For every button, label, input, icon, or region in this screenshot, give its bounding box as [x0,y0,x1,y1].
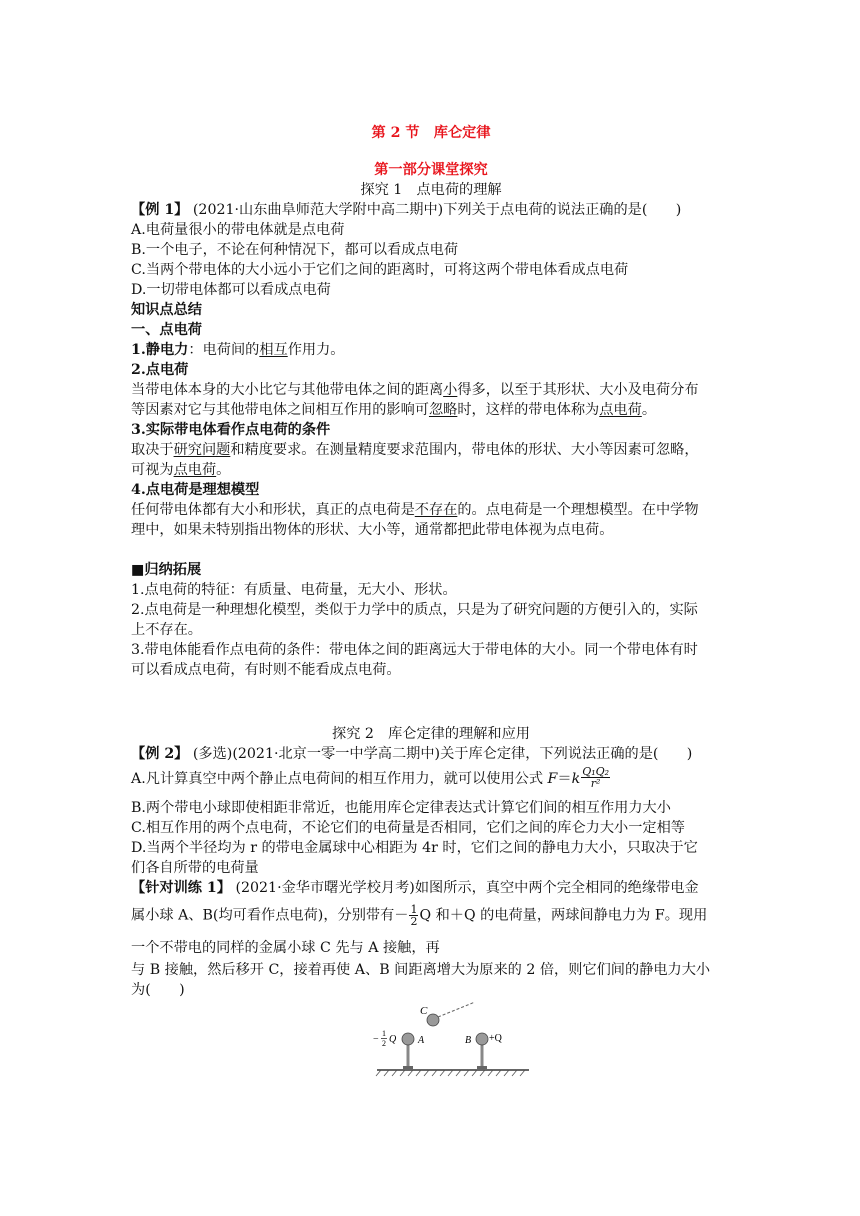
point4-label: 4.点电荷是理想模型 [131,482,260,498]
charge-a-minus: − [373,1034,379,1045]
charge-a-q: Q [389,1034,397,1045]
point-heading: 一、点电荷 [131,322,202,338]
point4-line1-underlined: 不存在 [414,502,458,518]
sphere-a [402,1033,414,1045]
point3-line1-text-end: 和精度要求。在测量精度要求范围内，带电体的形状、大小等因素可忽略， [230,442,699,458]
point2-line1-text: 当带电体本身的大小比它与其他带电体之间的距离 [131,382,444,398]
example2-text: (多选)(2021·北京一零一中学高二期中)关于库仑定律，下列说法正确的是( ) [188,746,693,762]
point1-text-end: 作用力。 [287,342,345,358]
label-c: C [420,1005,428,1017]
example2-option-d-line2: 们各自所带的电荷量 [131,860,259,876]
insulating-handle [438,1002,475,1017]
label-b: B [465,1035,472,1046]
section2-heading: 探究 2 库仑定律的理解和应用 [332,726,530,742]
point1-underlined: 相互 [259,342,288,358]
extension-line: 2.点电荷是一种理想化模型，类似于力学中的质点，只是为了研究问题的方便引入的，实际 [131,602,698,618]
point3-line1 [131,440,699,460]
example2-question [131,744,692,764]
point3-line2-text: 可视为 [131,462,174,478]
formula-numerator: Q₁Q₂ [582,765,610,778]
training1-line3: 一个不带电的同样的金属小球 C 先与 A 接触，再 [131,940,440,956]
point2-line2 [131,400,656,420]
point2-line2-text-end: 。 [641,402,657,418]
label-a: A [418,1035,425,1046]
training1-line2-text: 属小球 A、B(均可看作点电荷)，分别带有－ [131,907,409,924]
training1-line2 [131,904,707,927]
point3-label: 3.实际带电体看作点电荷的条件 [131,422,331,438]
charge-a-denominator: 2 [382,1039,386,1048]
example1-question [131,200,681,220]
stand-pole-a [407,1044,410,1066]
charge-b-label: +Q [489,1033,502,1044]
half-fraction [409,904,418,927]
example1-option-a: A.电荷量很小的带电体就是点电荷 [131,222,345,238]
point3-line2-underlined: 点电荷 [173,462,217,478]
example1-option-c: C.当两个带电体的大小远小于它们之间的距离时，可将这两个带电体看成点电荷 [131,262,629,278]
point1-label: 1.静电力 [131,342,189,358]
part-title: 第一部分课堂探究 [374,162,488,178]
example2-option-d-line1: D.当两个半径均为 r 的带电金属球中心相距为 4r 时，它们之间的静电力大小，只取决于它 [131,840,698,856]
point2-line2-underlined-1: 忽略 [428,402,458,418]
example1-text: (2021·山东曲阜师范大学附中高二期中)下列关于点电荷的说法正确的是( ) [188,202,682,218]
training1-line4: 与 B 接触，然后移开 C，接着再使 A、B 间距离增大为原来的 2 倍，则它们间的静电力大小 [131,962,711,978]
extension-line: 上不存在。 [131,622,202,638]
ground-hatching [376,1070,525,1076]
extension-line: 可以看成点电荷，有时则不能看成点电荷。 [131,662,401,678]
charge-a-numerator: 1 [382,1029,386,1038]
point2-line1-text-end: 得多，以至于其形状、大小及电荷分布 [457,382,699,398]
formula-equals: ＝ [557,771,572,787]
training1-line1: (2021·金华市曙光学校月考)如图所示，真空中两个完全相同的绝缘带电金 [230,880,699,896]
summary-title: 知识点总结 [131,302,202,318]
training1-tag: 【针对训练 1】 [131,880,231,896]
point2-line2-text-mid: 时，这样的带电体称为 [457,402,600,418]
figure-svg [373,1000,533,1082]
stand-pole-b [481,1044,484,1066]
section1-heading: 探究 1 点电荷的理解 [360,182,502,198]
example1-option-b: B.一个电子，不论在何种情况下，都可以看成点电荷 [131,242,459,258]
point4-line1-text: 任何带电体都有大小和形状，真正的点电荷是 [131,502,415,518]
option-a-text: A.凡计算真空中两个静止点电荷间的相互作用力，就可以使用公式 [131,771,548,787]
half-denominator: 2 [410,915,418,928]
point3-line2 [131,460,230,480]
formula-denominator: r² [590,777,601,790]
example2-tag: 【例 2】 [131,746,189,762]
sphere-c [427,1014,439,1026]
stand-base-a [403,1066,413,1070]
extension-line: 3.带电体能看作点电荷的条件：带电体之间的距离远大于带电体的大小。同一个带电体有时 [131,642,698,658]
formula-k: k [571,771,581,787]
formula-f: F [547,771,558,787]
point1-text: ：电荷间的 [188,342,260,358]
point2-line1-underlined: 小 [443,382,458,398]
page-title: 第 2 节 库仑定律 [371,125,491,141]
training1-question [131,878,699,898]
example2-option-b: B.两个带电小球即使相距非常近，也能用库仑定律表达式计算它们间的相互作用力大小 [131,800,671,816]
coulomb-formula-fraction [581,766,610,789]
point2-label: 2.点电荷 [131,362,189,378]
extension-line: 1.点电荷的特征：有质量、电荷量，无大小、形状。 [131,582,457,598]
point3-line1-underlined: 研究问题 [173,442,231,458]
point2-line2-underlined-2: 点电荷 [599,402,642,418]
extension-title: ■归纳拓展 [131,562,202,578]
stand-base-b [477,1066,487,1070]
point2-line2-text: 等因素对它与其他带电体之间相互作用的影响可 [131,402,429,418]
point1 [131,340,344,360]
example1-option-d: D.一切带电体都可以看成点电荷 [131,282,331,298]
sphere-b [476,1033,488,1045]
example2-option-c: C.相互作用的两个点电荷，不论它们的电荷量是否相同，它们之间的库仑力大小一定相等 [131,820,685,836]
point4-line2: 理中，如果未特别指出物体的形状、大小等，通常都把此带电体视为点电荷。 [131,522,614,538]
point4-line1-text-end: 的。点电荷是一个理想模型。在中学物 [457,502,699,518]
training1-line5: 为( ) [131,982,185,998]
half-numerator: 1 [410,903,418,916]
charged-spheres-figure [373,1000,533,1082]
example2-option-a [131,766,611,789]
example1-tag: 【例 1】 [131,202,189,218]
point2-line1 [131,380,699,400]
point3-line1-text: 取决于 [131,442,174,458]
point4-line1 [131,500,699,520]
point3-line2-text-end: 。 [216,462,231,478]
training1-line2-text-end: Q 和＋Q 的电荷量，两球间静电力为 F。现用 [419,907,708,924]
